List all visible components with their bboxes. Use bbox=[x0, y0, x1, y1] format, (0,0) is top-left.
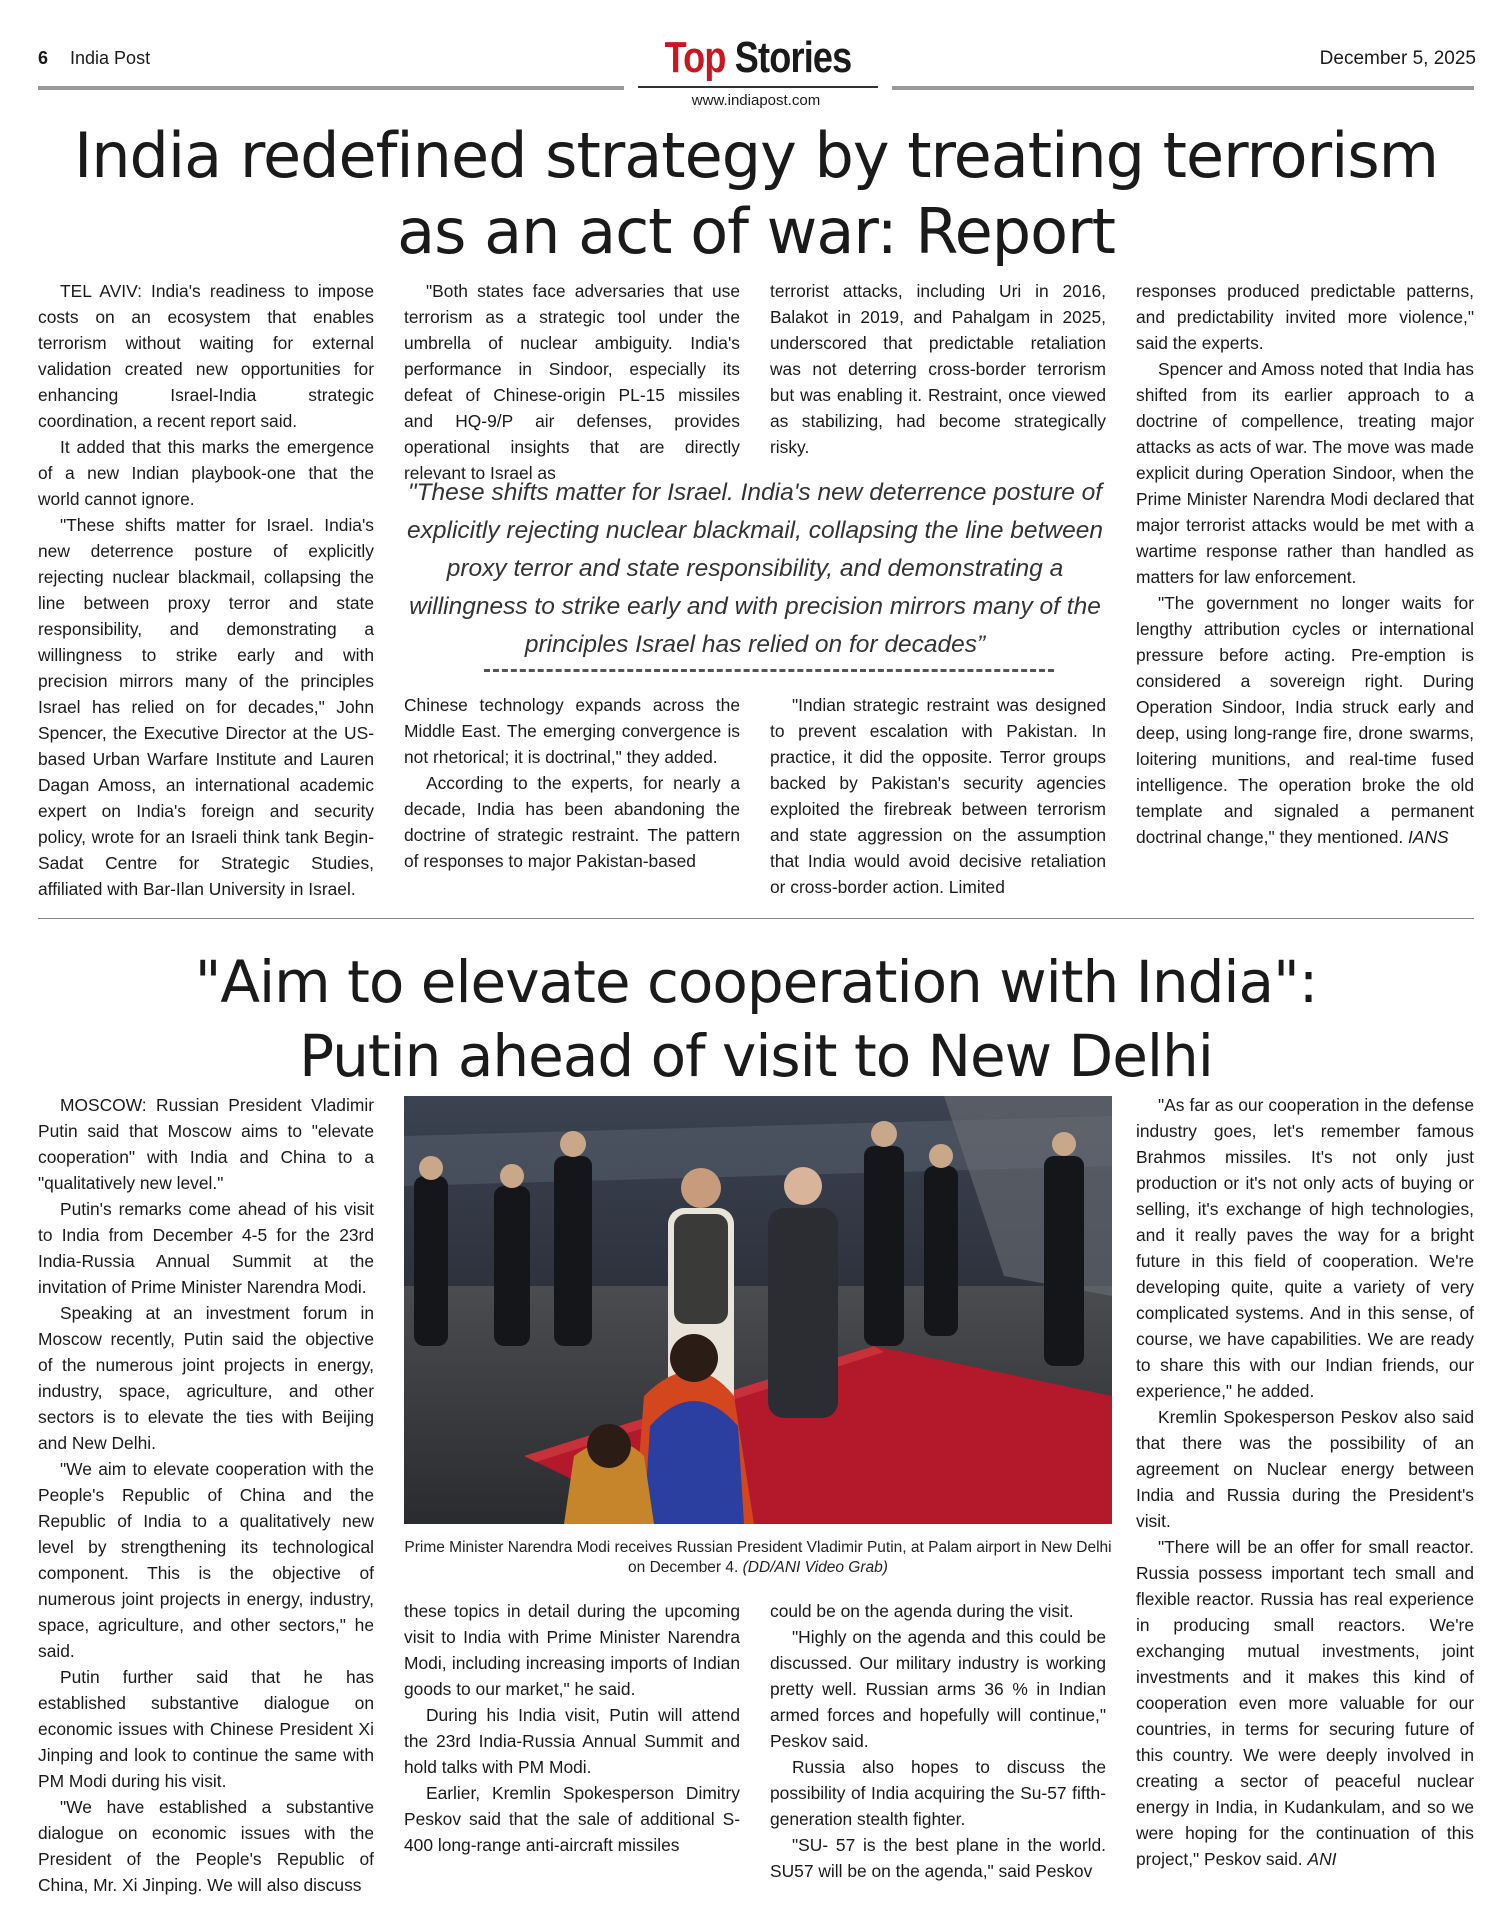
publication-name: India Post bbox=[70, 48, 151, 68]
article2-headline-line2: Putin ahead of visit to New Delhi bbox=[299, 1022, 1213, 1090]
header-rule-left bbox=[38, 86, 624, 90]
article1-paragraph: "The government no longer waits for lengthy attribution cycles or international pressure before acting. Pre-emption is considered a sovereign right. During Operation Sindoor, India struck early and deep, using long-range fire, drone swarms, loitering munitions, and real-time fused intelligence. The operation broke the old template and signaled a permanent doctrinal change," they mentioned. IANS bbox=[1136, 593, 1474, 847]
page-header-left bbox=[38, 48, 150, 69]
article2-paragraph: MOSCOW: Russian President Vladimir Putin said that Moscow aims to "elevate cooperation" with India and China to a "qualitatively new level." bbox=[38, 1095, 374, 1193]
article2-column-2 bbox=[404, 1598, 740, 1858]
article2-paragraph: Putin further said that he has established substantive dialogue on economic issues with Chinese President Xi Jinping and look to continue the same with PM Modi during his visit. bbox=[38, 1667, 374, 1791]
article1-column-3-bottom bbox=[770, 692, 1106, 900]
article2-column-3 bbox=[770, 1598, 1106, 1884]
article2-paragraph: "We have established a substantive dialogue on economic issues with the President of the People's Republic of China, Mr. Xi Jinping. We will also discuss bbox=[38, 1797, 374, 1895]
article2-paragraph: could be on the agenda during the visit. bbox=[770, 1601, 1074, 1621]
page-number: 6 bbox=[38, 48, 49, 68]
issue-date: December 5, 2025 bbox=[1319, 48, 1476, 69]
article1-column-3-top bbox=[770, 278, 1106, 460]
article2-paragraph: "Highly on the agenda and this could be discussed. Our military industry is working pretty well. Russian arms 36 % in Indian armed forces and hopefully will continue," Peskov said. bbox=[770, 1627, 1106, 1751]
article2-paragraph: Kremlin Spokesperson Peskov also said that there was the possibility of an agreement on Nuclear energy between India and Russia during the President's visit. bbox=[1136, 1407, 1474, 1531]
article-divider bbox=[38, 918, 1474, 919]
article1-column-2-bottom bbox=[404, 692, 740, 874]
article2-paragraph: Earlier, Kremlin Spokesperson Dimitry Peskov said that the sale of additional S-400 long-range anti-aircraft missiles bbox=[404, 1783, 740, 1855]
article1-paragraph: Spencer and Amoss noted that India has shifted from its earlier approach to a doctrine of compellence, treating major attacks as acts of war. The move was made explicit during Operation Sindoor, when the Prime Minister Narendra Modi declared that major terrorist attacks would be met with a wartime response rather than handled as matters for law enforcement. bbox=[1136, 359, 1474, 587]
article1-headline-line2: as an act of war: Report bbox=[397, 195, 1115, 268]
article2-column-1 bbox=[38, 1092, 374, 1898]
article2-paragraph: Putin's remarks come ahead of his visit to India from December 4-5 for the 23rd India-Russia Annual Summit at the invitation of Prime Minister Narendra Modi. bbox=[38, 1199, 374, 1297]
logo-word-stories: Stories bbox=[734, 33, 852, 82]
article2-paragraph: During his India visit, Putin will attend the 23rd India-Russia Annual Summit and hold talks with PM Modi. bbox=[404, 1705, 740, 1777]
article2-paragraph: Speaking at an investment forum in Moscow recently, Putin said the objective of the numerous joint projects in energy, industry, space, agriculture, and other sectors is to elevate the ties with Beijing and New Delhi. bbox=[38, 1303, 374, 1453]
photo-illustration bbox=[404, 1096, 1112, 1524]
logo-underline bbox=[638, 86, 878, 88]
header-rule-right bbox=[892, 86, 1474, 90]
article1-paragraph: terrorist attacks, including Uri in 2016, Balakot in 2019, and Pahalgam in 2025, underscored that predictable retaliation was not deterring cross-border terrorism but was enabling it. Restraint, once viewed as stabilizing, had become strategically risky. bbox=[770, 281, 1106, 457]
article1-headline-line1: India redefined strategy by treating terrorism bbox=[73, 119, 1439, 192]
photo-caption: Prime Minister Narendra Modi receives Russian President Vladimir Putin, at Palam airport in New Delhi on December 4. (DD/ANI Video Grab) bbox=[404, 1539, 1112, 1576]
pull-quote-divider bbox=[484, 669, 1054, 672]
article1-paragraph: It added that this marks the emergence of a new Indian playbook-one that the world cannot ignore. bbox=[38, 437, 374, 509]
photo-credit: (DD/ANI Video Grab) bbox=[742, 1559, 888, 1576]
article2-paragraph: Russia also hopes to discuss the possibility of India acquiring the Su-57 fifth-generation stealth fighter. bbox=[770, 1757, 1106, 1829]
article2-credit: ANI bbox=[1307, 1849, 1337, 1869]
website-link[interactable]: www.indiapost.com bbox=[691, 92, 821, 109]
article2-headline bbox=[40, 945, 1472, 1093]
article2-column-4 bbox=[1136, 1092, 1474, 1872]
article1-column-4 bbox=[1136, 278, 1474, 850]
article1-paragraph: responses produced predictable patterns, and predictability invited more violence," said the experts. bbox=[1136, 281, 1474, 353]
article2-paragraph: these topics in detail during the upcoming visit to India with Prime Minister Narendra Modi, including increasing imports of Indian goods to our market," he said. bbox=[404, 1601, 740, 1699]
news-photo bbox=[404, 1096, 1112, 1524]
section-logo bbox=[661, 34, 855, 82]
article1-paragraph: "Both states face adversaries that use terrorism as a strategic tool under the umbrella of nuclear ambiguity. India's performance in Sindoor, especially its defeat of Chinese-origin PL-15 missiles and HQ-9/P air defenses, provides operational insights that are directly relevant to Israel as bbox=[404, 281, 740, 483]
article1-credit: IANS bbox=[1408, 827, 1449, 847]
pull-quote: "These shifts matter for Israel. India's new deterrence posture of explicitly rejecting nuclear blackmail, collapsing the line between proxy terror and state responsibility, and demonstrating a willingness to strike early and with precision mirrors many of the principles Israel has relied on for decades” bbox=[407, 479, 1103, 658]
article2-headline-line1: "Aim to elevate cooperation with India": bbox=[194, 948, 1318, 1016]
article1-paragraph: Chinese technology expands across the Middle East. The emerging convergence is not rhetorical; it is doctrinal," they added. bbox=[404, 695, 740, 767]
article2-paragraph: "We aim to elevate cooperation with the People's Republic of China and the Republic of India to a qualitatively new level by strengthening its technological component. This is the objective of numerous joint projects in energy, industry, space, agriculture, and other sectors," he said. bbox=[38, 1459, 374, 1661]
logo-word-top: Top bbox=[664, 33, 726, 82]
article1-paragraph: "These shifts matter for Israel. India's new deterrence posture of explicitly rejecting nuclear blackmail, collapsing the line between proxy terror and state responsibility, and demonstrating a willingness to strike early and with precision mirrors many of the principles Israel has relied on for decades," John Spencer, the Executive Director at the US-based Urban Warfare Institute and Lauren Dagan Amoss, an international academic expert on India's foreign and security policy, wrote for an Israeli think tank Begin-Sadat Centre for Strategic Studies, affiliated with Bar-Ilan University in Israel. bbox=[38, 515, 374, 899]
article2-paragraph: "There will be an offer for small reactor. Russia possess important tech small and flexible reactor. Russia has real experience in producing small reactors. We're exchanging mutual investments, joint investments and it makes this kind of cooperation even more valuable for our countries, in terms for securing future of this country. We were deeply involved in creating a sector of peaceful nuclear energy in India, in Kudankulam, and so we were hoping for the continuation of this project," Peskov said. ANI bbox=[1136, 1537, 1474, 1869]
article1-column-2-top bbox=[404, 278, 740, 486]
article1-headline bbox=[40, 118, 1472, 270]
article1-column-1 bbox=[38, 278, 374, 902]
article1-paragraph: According to the experts, for nearly a decade, India has been abandoning the doctrine of strategic restraint. The pattern of responses to major Pakistan-based bbox=[404, 773, 740, 871]
article2-paragraph: "SU- 57 is the best plane in the world. SU57 will be on the agenda," said Peskov bbox=[770, 1835, 1106, 1881]
article2-paragraph: "As far as our cooperation in the defense industry goes, let's remember famous Brahmos missiles. It's not only just production or it's not only acts of buying or selling, it's exchange of high technologies, and it really paves the way for a bright future in this field of cooperation. We're developing quite, quite a variety of very complicated systems. And in this sense, of course, we have capabilities. We are ready to share this with our Indian friends, our experience," he added. bbox=[1136, 1095, 1474, 1401]
article1-paragraph: TEL AVIV: India's readiness to impose costs on an ecosystem that enables terrorism without waiting for external validation created new opportunities for enhancing Israel-India strategic coordination, a recent report said. bbox=[38, 281, 374, 431]
article1-paragraph: "Indian strategic restraint was designed to prevent escalation with Pakistan. In practice, it did the opposite. Terror groups backed by Pakistan's security agencies exploited the firebreak between terrorism and state aggression on the assumption that India would avoid decisive retaliation or cross-border action. Limited bbox=[770, 695, 1106, 897]
